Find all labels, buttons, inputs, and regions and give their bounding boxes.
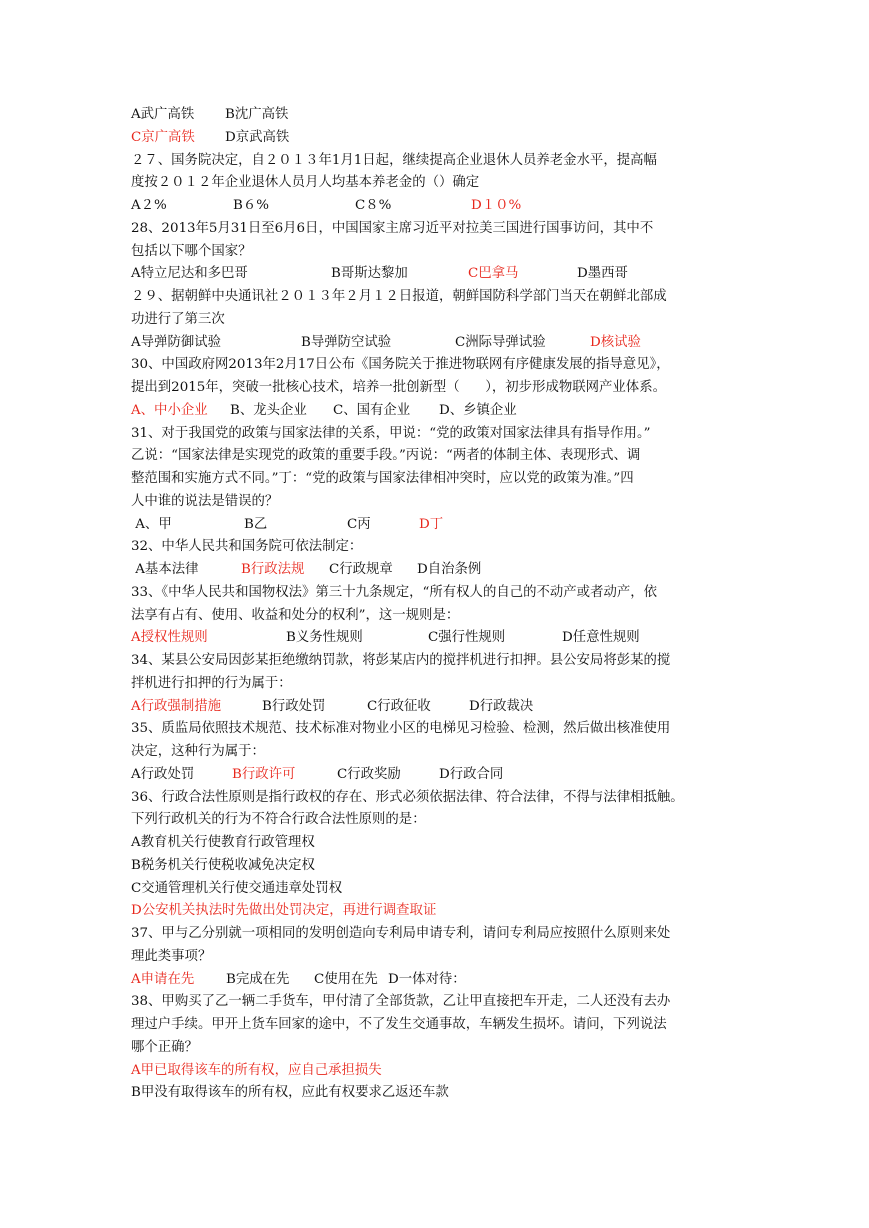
text-line [131,991,743,1014]
text-line [131,582,743,605]
text-line [131,400,743,423]
text-line [131,286,743,309]
line-text: 32、中华人民共和国务院可依法制定： [131,539,363,555]
text-line [131,1014,743,1037]
option: D行政裁决 [469,698,534,714]
line-text: 下列行政机关的行为不符合行政合法性原则的是： [131,812,426,828]
text-line [131,195,743,218]
answer-option: A授权性规则 [131,630,208,646]
line-text: 决定，这种行为属于： [131,744,265,759]
option: B乙 [244,516,268,532]
option: A２% [131,198,167,213]
line-text: ２９、据朝鲜中央通讯社２０１３年２月１２日报道，朝鲜国防科学部门当天在朝鲜北部成 [131,289,667,304]
answer-option: A甲已取得该车的所有权，应自己承担损失 [131,1062,382,1078]
option: D墨西哥 [577,266,628,282]
text-line [131,832,743,855]
line-text: 法享有占有、使用、收益和处分的权利”，这一规则是： [131,607,460,623]
line-text: 36、行政合法性原则是指行政权的存在、形式必须依据法律、符合法律，不得与法律相抵触。 [131,789,684,805]
text-line [131,878,743,901]
text-line [131,127,743,150]
option: C行政奖励 [337,766,401,782]
text-line [131,423,743,446]
option: B沈广高铁 [225,107,289,122]
line-text: 包括以下哪个国家？ [131,243,252,259]
option: B、龙头企业 [230,402,307,418]
line-text: A教育机关行使教育行政管理权 [131,835,315,850]
text-line [131,900,743,923]
line-text: 37、甲与乙分别就一项相同的发明创造向专利局申请专利，请问专利局应按照什么原则来处 [131,926,671,941]
answer-option: D丁 [419,516,444,532]
text-line [131,354,743,377]
line-text: 34、某县公安局因彭某拒绝缴纳罚款，将彭某店内的搅拌机进行扣押。县公安局将彭某的搅 [131,653,671,668]
line-text: 拌机进行扣押的行为属于： [131,675,292,691]
option: A武广高铁 [131,107,195,122]
text-line [131,650,743,673]
line-text: 功进行了第三次 [131,311,225,327]
option: C行政征收 [367,698,431,714]
option: A基本法律 [131,562,199,577]
line-text: 乙说：“国家法律是实现党的政策的重要手段。”丙说：“两者的体制主体、表现形式、调 [131,448,641,464]
option: C、国有企业 [333,402,411,418]
option: D、乡镇企业 [439,402,517,418]
option: B义务性规则 [286,630,363,646]
option: C丙 [347,516,371,532]
option: D自治条例 [417,562,482,577]
text-line [131,1060,743,1083]
line-text: 哪个正确？ [131,1039,198,1055]
text-line [131,855,743,878]
answer-option: A行政强制措施 [131,698,222,714]
text-line [131,377,743,400]
option: D行政合同 [439,766,504,782]
text-line [131,741,743,764]
option: B哥斯达黎加 [331,266,408,282]
answer-option: B行政许可 [232,766,296,782]
option: B行政处罚 [262,698,326,714]
text-line [131,764,743,787]
document-page [131,104,743,1105]
line-text: 度按２０１２年企业退休人员月人均基本养老金的（）确定 [131,175,480,191]
option: A行政处罚 [131,766,195,782]
line-text: B税务机关行使税收减免决定权 [131,857,315,873]
text-line [131,241,743,264]
text-line [131,104,743,127]
answer-option: C京广高铁 [131,129,195,145]
answer-option: D核试验 [590,334,641,350]
text-line [131,263,743,286]
line-text: 人中谁的说法是错误的？ [131,493,279,509]
answer-option: B行政法规 [241,562,305,577]
text-line [131,150,743,173]
answer-option: C巴拿马 [468,266,519,282]
line-text: 整范围和实施方式不同。”丁：“党的政策与国家法律相冲突时，应以党的政策为准。”四 [131,471,634,486]
text-line [131,673,743,696]
line-text: ２７、国务院决定，自２０１３年1月1日起，继续提高企业退休人员养老金水平，提高幅 [131,152,657,168]
text-line [131,923,743,946]
text-line [131,605,743,628]
option: D京武高铁 [225,129,290,145]
option: A、甲 [131,516,172,532]
line-text: 33、《中华人民共和国物权法》第三十九条规定，“所有权人的自己的不动产或者动产，依 [131,584,658,600]
text-line [131,514,743,537]
option: C使用在先 [314,971,378,987]
answer-option: A申请在先 [131,971,195,987]
option: A导弹防御试验 [131,334,222,350]
line-text: 38、甲购买了乙一辆二手货车，甲付清了全部货款，乙让甲直接把车开走，二人还没有去办 [131,994,671,1010]
text-line [131,536,743,559]
text-line [131,559,743,582]
text-line [131,309,743,332]
line-text: 31、对于我国党的政策与国家法律的关系，甲说：“党的政策对国家法律具有指导作用。” [131,425,651,441]
option: A特立尼达和多巴哥 [131,266,248,282]
line-text: 35、质监局依照技术规范、技术标准对物业小区的电梯见习检验、检测，然后做出核准使用 [131,721,671,737]
answer-option: D公安机关执法时先做出处罚决定，再进行调查取证 [131,903,437,919]
text-line [131,969,743,992]
text-line [131,946,743,969]
answer-option: A、中小企业 [131,402,208,418]
option: B６% [233,198,269,213]
line-text: C交通管理机关行使交通违章处罚权 [131,880,343,896]
option: B导弹防空试验 [301,334,392,350]
text-line [131,718,743,741]
line-text: 理此类事项？ [131,948,212,964]
line-text: 30、中国政府网2013年2月17日公布《国务院关于推进物联网有序健康发展的指导意见》， [131,357,670,373]
option: C８% [355,198,392,213]
option: C强行性规则 [428,630,506,646]
option: D一体对待： [388,971,466,987]
text-line [131,787,743,810]
option: C行政规章 [329,562,393,577]
answer-option: D１０% [471,198,522,213]
line-text: B甲没有取得该车的所有权，应此有权要求乙返还车款 [131,1085,449,1101]
text-line [131,809,743,832]
line-text: 理过户手续。甲开上货车回家的途中，不了发生交通事故，车辆发生损坏。请问，下列说法 [131,1017,667,1032]
text-line [131,218,743,241]
text-line [131,445,743,468]
option: B完成在先 [226,971,290,987]
text-line [131,491,743,514]
option: D任意性规则 [562,630,640,646]
option: C洲际导弹试验 [455,334,546,350]
text-line [131,696,743,719]
text-line [131,1082,743,1105]
text-line [131,1037,743,1060]
line-text: 28、2013年5月31日至6月6日，中国国家主席习近平对拉美三国进行国事访问，其中不 [131,220,654,236]
text-line [131,627,743,650]
line-text: 提出到2015年，突破一批核心技术，培养一批创新型（ ），初步形成物联网产业体系。 [131,380,666,395]
text-line [131,468,743,491]
text-line [131,172,743,195]
text-line [131,332,743,355]
